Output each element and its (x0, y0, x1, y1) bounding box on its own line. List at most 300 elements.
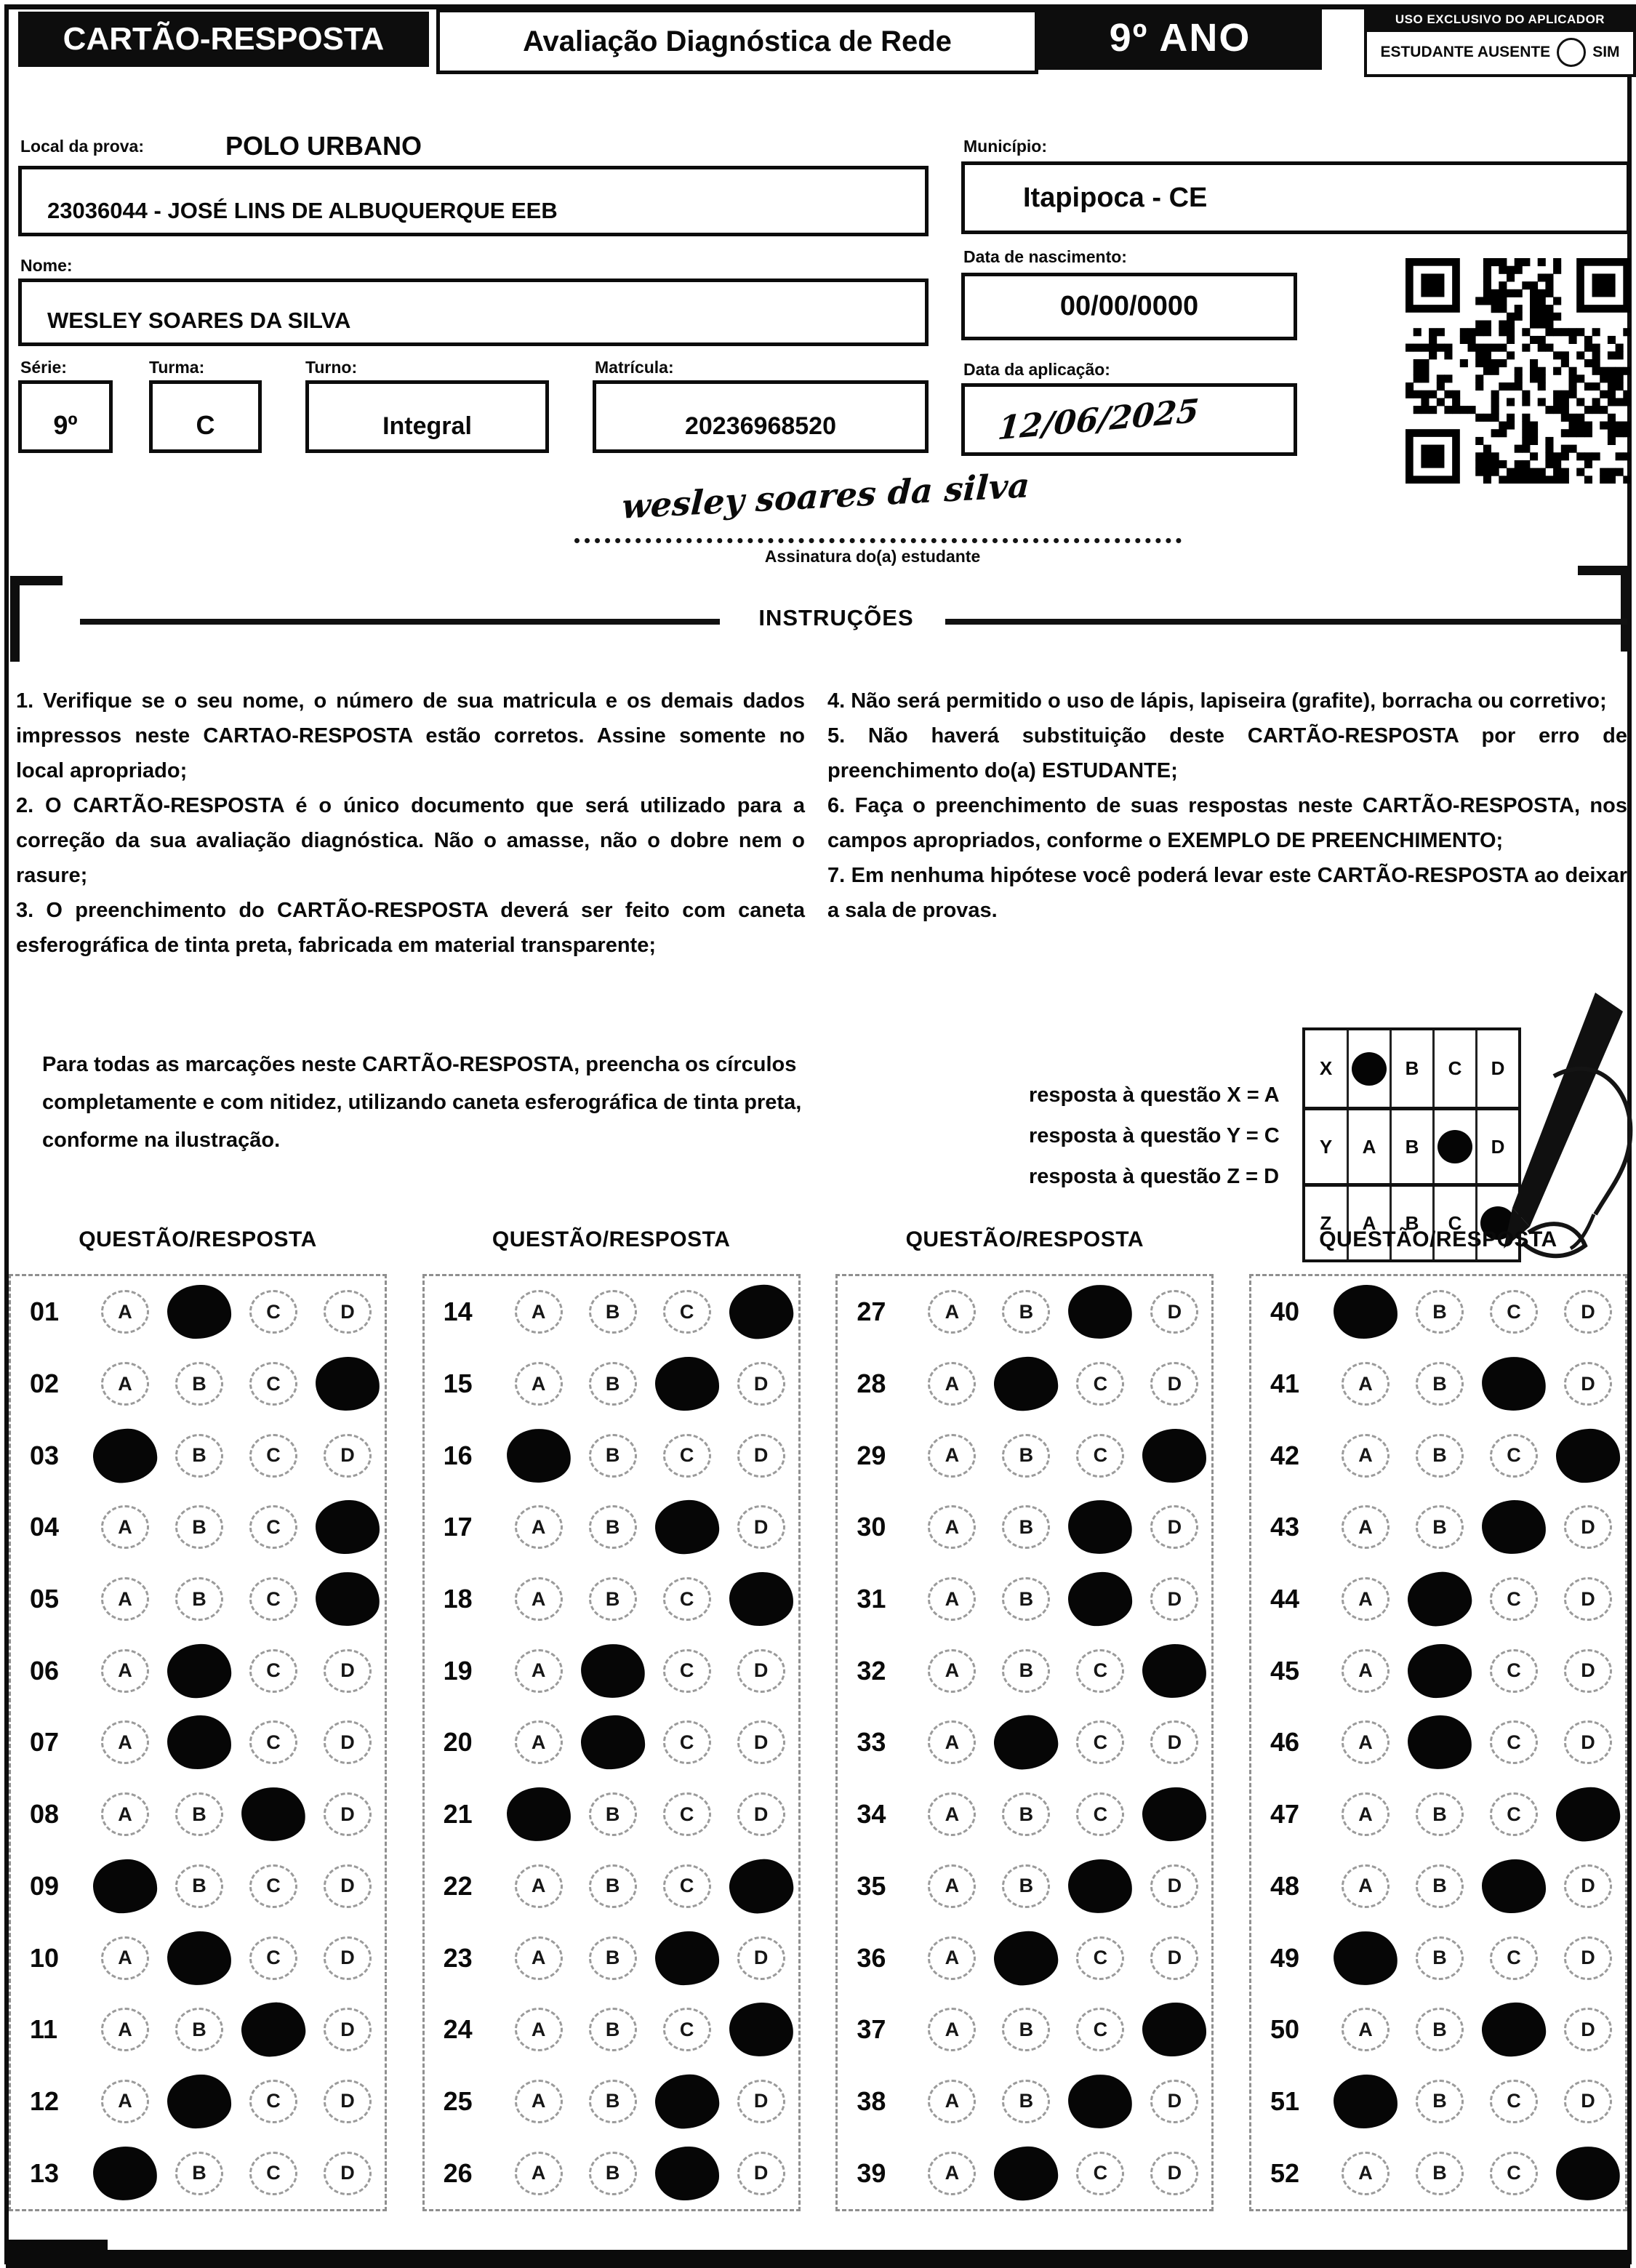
answer-row-q51 (1251, 2066, 1625, 2138)
bubble-q20-B[interactable] (580, 1715, 646, 1771)
bubble-q37-B[interactable]: B (1002, 2008, 1050, 2051)
matricula-field: 20236968520 (593, 380, 929, 453)
question-number: 14 (443, 1297, 473, 1327)
bubble-q18-A[interactable]: A (515, 1577, 563, 1621)
bubble-q14-C[interactable]: C (663, 1290, 711, 1334)
bubble-q16-B[interactable]: B (589, 1434, 637, 1478)
bubble-q25-A[interactable]: A (515, 2080, 563, 2123)
answers-section (9, 1223, 1627, 2212)
bubble-q10-C[interactable]: C (249, 1936, 297, 1980)
bubble-q38-D[interactable]: D (1150, 2080, 1198, 2123)
bubble-q47-D[interactable] (1554, 1785, 1621, 1843)
bubble-q31-C[interactable] (1067, 1571, 1134, 1627)
bubble-q27-B[interactable]: B (1002, 1290, 1050, 1334)
bubble-q26-A[interactable]: A (515, 2152, 563, 2195)
answer-row-q24 (425, 1994, 798, 2066)
bubble-q40-B[interactable]: B (1416, 1290, 1464, 1334)
bubble-q12-D[interactable]: D (324, 2080, 372, 2123)
bubble-q08-A[interactable]: A (101, 1792, 149, 1836)
bubble-q35-A[interactable]: A (928, 1864, 976, 1908)
bubble-q25-B[interactable]: B (589, 2080, 637, 2123)
bubble-q27-D[interactable]: D (1150, 1290, 1198, 1334)
bubble-q29-D[interactable] (1142, 1428, 1207, 1483)
bubble-q43-C[interactable] (1481, 1499, 1547, 1555)
bubble-q48-D[interactable]: D (1564, 1864, 1612, 1908)
bubble-q32-D[interactable] (1142, 1643, 1208, 1699)
bubble-q06-B[interactable] (166, 1643, 233, 1700)
bubble-q27-A[interactable]: A (928, 1290, 976, 1334)
bubble-q16-D[interactable]: D (737, 1434, 785, 1478)
signature-caption: Assinatura do(a) estudante (764, 547, 981, 566)
bubble-q12-C[interactable]: C (249, 2080, 297, 2123)
bubble-q02-A[interactable]: A (101, 1362, 149, 1406)
answer-row-q25 (425, 2066, 798, 2138)
bubble-q15-A[interactable]: A (515, 1362, 563, 1406)
answer-row-q18 (425, 1563, 798, 1635)
question-number: 15 (443, 1369, 473, 1399)
bubble-q35-B[interactable]: B (1002, 1864, 1050, 1908)
bubble-q33-A[interactable]: A (928, 1720, 976, 1764)
bubble-q13-A[interactable] (92, 2144, 159, 2202)
bubble-q38-C[interactable] (1067, 2072, 1134, 2131)
bubble-q48-A[interactable]: A (1342, 1864, 1390, 1908)
bubble-q27-C[interactable] (1067, 1283, 1134, 1341)
turno-field: Integral (305, 380, 549, 453)
question-number: 27 (857, 1297, 886, 1327)
bubble-q33-D[interactable]: D (1150, 1720, 1198, 1764)
bubble-q05-D[interactable] (314, 1570, 382, 1628)
answer-column-box (9, 1274, 387, 2211)
question-number: 21 (443, 1799, 473, 1830)
bubble-q28-B[interactable] (993, 1355, 1059, 1413)
corner-mark-right (1621, 566, 1630, 652)
question-number: 30 (857, 1512, 886, 1542)
bubble-q19-D[interactable]: D (737, 1649, 785, 1693)
bubble-q47-A[interactable]: A (1342, 1792, 1390, 1836)
bubble-q04-B[interactable]: B (175, 1505, 223, 1549)
bubble-q38-B[interactable]: B (1002, 2080, 1050, 2123)
bubble-q26-B[interactable]: B (589, 2152, 637, 2195)
bubble-q52-C[interactable]: C (1490, 2152, 1538, 2195)
bubble-q34-C[interactable]: C (1076, 1792, 1124, 1836)
bubble-q21-A[interactable] (505, 1787, 572, 1843)
question-number: 25 (443, 2085, 473, 2116)
bubble-q26-D[interactable]: D (737, 2152, 785, 2195)
bubble-q44-D[interactable]: D (1564, 1577, 1612, 1621)
bubble-q31-D[interactable]: D (1150, 1577, 1198, 1621)
example-caption-line: resposta à questão Z = D (1029, 1165, 1280, 1188)
example-cell-Z-C: C (1432, 1187, 1475, 1259)
bubble-q22-B[interactable]: B (589, 1864, 637, 1908)
answer-row-q05 (11, 1563, 385, 1635)
bubble-q46-B[interactable] (1406, 1714, 1473, 1771)
instruction-item: 6. Faça o preenchimento de suas respostas neste CARTÃO-RESPOSTA, nos campos apropriados, conforme o EXEMPLO DE PREENCHIMENTO; (827, 794, 1627, 852)
bubble-q06-D[interactable]: D (324, 1649, 372, 1693)
bubble-q18-B[interactable]: B (589, 1577, 637, 1621)
bubble-q32-A[interactable]: A (928, 1649, 976, 1693)
question-number: 09 (30, 1870, 60, 1901)
bubble-q14-A[interactable]: A (515, 1290, 563, 1334)
bubble-q31-B[interactable]: B (1002, 1577, 1050, 1621)
bubble-q21-B[interactable]: B (589, 1792, 637, 1836)
bubble-q42-A[interactable]: A (1342, 1434, 1390, 1478)
bottom-bar (6, 2250, 1630, 2268)
bubble-q45-C[interactable]: C (1490, 1649, 1538, 1693)
bubble-q51-C[interactable]: C (1490, 2080, 1538, 2123)
bubble-q51-D[interactable]: D (1564, 2080, 1612, 2123)
bubble-q41-B[interactable]: B (1416, 1362, 1464, 1406)
bubble-q36-B[interactable] (993, 1929, 1060, 1987)
absent-option-label: SIM (1592, 44, 1620, 60)
bubble-q46-A[interactable]: A (1342, 1720, 1390, 1764)
instructions-column-right (827, 684, 1627, 928)
bubble-q28-A[interactable]: A (928, 1362, 976, 1406)
question-number: 49 (1270, 1942, 1300, 1973)
answer-row-q49 (1251, 1922, 1625, 1994)
turma-label: Turma: (149, 358, 205, 377)
example-row-label: Z (1320, 1211, 1332, 1234)
application-date-field (961, 383, 1297, 456)
bubble-q50-D[interactable]: D (1564, 2008, 1612, 2051)
bubble-q41-A[interactable]: A (1342, 1362, 1390, 1406)
bubble-q22-C[interactable]: C (663, 1864, 711, 1908)
bubble-q50-B[interactable]: B (1416, 2008, 1464, 2051)
bubble-q08-C[interactable] (239, 1784, 308, 1843)
example-row-label: Y (1319, 1135, 1333, 1158)
bubble-q45-D[interactable]: D (1564, 1649, 1612, 1693)
bubble-q06-C[interactable]: C (249, 1649, 297, 1693)
bubble-q11-B[interactable]: B (175, 2008, 223, 2051)
bubble-q48-C[interactable] (1482, 1859, 1546, 1913)
bubble-q39-A[interactable]: A (928, 2152, 976, 2195)
bubble-q45-A[interactable]: A (1342, 1649, 1390, 1693)
bubble-q42-B[interactable]: B (1416, 1434, 1464, 1478)
bubble-q39-C[interactable]: C (1076, 2152, 1124, 2195)
bubble-q08-B[interactable]: B (175, 1792, 223, 1836)
bubble-q23-B[interactable]: B (589, 1936, 637, 1980)
bubble-q17-C[interactable] (654, 1499, 721, 1556)
bubble-q52-A[interactable]: A (1342, 2152, 1390, 2195)
bubble-q09-A[interactable] (92, 1858, 159, 1914)
question-number: 17 (443, 1512, 473, 1542)
bubble-q04-D[interactable] (316, 1500, 380, 1554)
bubble-q07-D[interactable]: D (324, 1720, 372, 1764)
bubble-q50-C[interactable] (1480, 2001, 1547, 2059)
example-cell-Y-C (1432, 1110, 1475, 1183)
bubble-q34-A[interactable]: A (928, 1792, 976, 1836)
bubble-q29-C[interactable]: C (1076, 1434, 1124, 1478)
bubble-q36-D[interactable]: D (1150, 1936, 1198, 1980)
bubble-q50-A[interactable]: A (1342, 2008, 1390, 2051)
answer-row-q44 (1251, 1563, 1625, 1635)
bubble-q16-C[interactable]: C (663, 1434, 711, 1478)
answer-row-q26 (425, 2137, 798, 2209)
bubble-q51-B[interactable]: B (1416, 2080, 1464, 2123)
bubble-q07-A[interactable]: A (101, 1720, 149, 1764)
question-number: 33 (857, 1727, 886, 1758)
bubble-q40-C[interactable]: C (1490, 1290, 1538, 1334)
bubble-q37-C[interactable]: C (1076, 2008, 1124, 2051)
bubble-q02-B[interactable]: B (175, 1362, 223, 1406)
bubble-q32-B[interactable]: B (1002, 1649, 1050, 1693)
instruction-item: 1. Verifique se o seu nome, o número de sua matricula e os demais dados impressos neste CARTAO-RESPOSTA estão corretos. Assine somente no local apropriado; (16, 689, 805, 782)
question-number: 11 (30, 2014, 58, 2045)
serie-field: 9º (18, 380, 113, 453)
instruction-item: 7. Em nenhuma hipótese você poderá levar este CARTÃO-RESPOSTA ao deixar a sala de provas. (827, 864, 1627, 922)
example-cell-X-A (1347, 1030, 1390, 1107)
bubble-q37-A[interactable]: A (928, 2008, 976, 2051)
grade-badge: 9º ANO (1038, 6, 1322, 70)
bubble-q28-C[interactable]: C (1076, 1362, 1124, 1406)
bubble-q09-B[interactable]: B (175, 1864, 223, 1908)
bubble-q13-D[interactable]: D (324, 2152, 372, 2195)
bubble-q47-C[interactable]: C (1490, 1792, 1538, 1836)
bubble-q51-A[interactable] (1333, 2074, 1398, 2129)
bubble-q03-C[interactable]: C (249, 1434, 297, 1478)
bubble-q10-D[interactable]: D (324, 1936, 372, 1980)
bubble-q33-C[interactable]: C (1076, 1720, 1124, 1764)
bubble-q30-A[interactable]: A (928, 1505, 976, 1549)
bubble-q42-D[interactable] (1555, 1427, 1621, 1483)
corner-mark-left (10, 576, 20, 662)
bubble-q13-B[interactable]: B (175, 2152, 223, 2195)
bubble-q11-A[interactable]: A (101, 2008, 149, 2051)
bubble-q34-B[interactable]: B (1002, 1792, 1050, 1836)
bubble-q49-A[interactable] (1331, 1929, 1399, 1987)
bubble-q23-D[interactable]: D (737, 1936, 785, 1980)
bubble-q15-B[interactable]: B (589, 1362, 637, 1406)
bubble-q43-B[interactable]: B (1416, 1505, 1464, 1549)
answer-row-q04 (11, 1491, 385, 1563)
birthdate-label: Data de nascimento: (963, 247, 1127, 266)
bubble-q17-D[interactable]: D (737, 1505, 785, 1549)
bubble-q12-A[interactable]: A (101, 2080, 149, 2123)
question-number: 07 (30, 1727, 60, 1758)
bubble-q09-D[interactable]: D (324, 1864, 372, 1908)
question-number: 47 (1270, 1799, 1300, 1830)
bubble-q20-A[interactable]: A (515, 1720, 563, 1764)
bubble-q28-D[interactable]: D (1150, 1362, 1198, 1406)
bubble-q10-A[interactable]: A (101, 1936, 149, 1980)
bubble-q42-C[interactable]: C (1490, 1434, 1538, 1478)
bubble-q22-D[interactable] (727, 1856, 795, 1915)
bubble-q02-C[interactable]: C (249, 1362, 297, 1406)
applicator-box-title: USO EXCLUSIVO DO APLICADOR (1367, 7, 1633, 32)
question-number: 22 (443, 1870, 473, 1901)
bubble-q13-C[interactable]: C (249, 2152, 297, 2195)
answer-column-header: QUESTÃO/RESPOSTA (492, 1227, 731, 1251)
matricula-label: Matrícula: (595, 358, 674, 377)
question-number: 05 (30, 1584, 60, 1614)
instruction-item: 4. Não será permitido o uso de lápis, lapiseira (grafite), borracha ou corretivo; (827, 689, 1607, 713)
bubble-q01-A[interactable]: A (101, 1290, 149, 1334)
answer-row-q13 (11, 2137, 385, 2209)
question-number: 20 (443, 1727, 473, 1758)
bubble-q21-D[interactable]: D (737, 1792, 785, 1836)
bubble-q15-C[interactable] (655, 1357, 719, 1411)
bubble-q52-B[interactable]: B (1416, 2152, 1464, 2195)
student-name-field: WESLEY SOARES DA SILVA (18, 279, 929, 346)
bubble-q36-C[interactable]: C (1076, 1936, 1124, 1980)
bubble-q24-B[interactable]: B (589, 2008, 637, 2051)
bubble-q04-C[interactable]: C (249, 1505, 297, 1549)
bubble-q08-D[interactable]: D (324, 1792, 372, 1836)
question-number: 38 (857, 2085, 886, 2116)
answer-row-q09 (11, 1851, 385, 1923)
answer-row-q16 (425, 1419, 798, 1491)
bubble-q35-D[interactable]: D (1150, 1864, 1198, 1908)
example-caption-line: resposta à questão Y = C (1029, 1124, 1280, 1147)
bubble-q35-C[interactable] (1067, 1858, 1134, 1915)
bubble-q49-D[interactable]: D (1564, 1936, 1612, 1980)
bubble-q39-B[interactable] (993, 2144, 1059, 2202)
bubble-q16-A[interactable] (505, 1427, 572, 1485)
bubble-q05-A[interactable]: A (101, 1577, 149, 1621)
exam-site-value: POLO URBANO (225, 131, 422, 161)
question-number: 06 (30, 1655, 60, 1686)
bubble-q14-D[interactable] (727, 1283, 795, 1341)
bubble-q37-D[interactable] (1142, 2003, 1206, 2056)
bubble-q20-C[interactable]: C (663, 1720, 711, 1764)
bubble-q02-D[interactable] (314, 1355, 381, 1413)
answer-column (9, 1223, 387, 2212)
bubble-q30-B[interactable]: B (1002, 1505, 1050, 1549)
bubble-q01-D[interactable]: D (324, 1290, 372, 1334)
serie-label: Série: (20, 358, 67, 377)
bubble-q05-B[interactable]: B (175, 1577, 223, 1621)
bubble-q36-A[interactable]: A (928, 1936, 976, 1980)
bubble-q48-B[interactable]: B (1416, 1864, 1464, 1908)
bubble-q26-C[interactable] (655, 2147, 719, 2200)
answer-row-q15 (425, 1348, 798, 1420)
question-number: 12 (30, 2085, 60, 2116)
bubble-q23-A[interactable]: A (515, 1936, 563, 1980)
question-number: 24 (443, 2014, 473, 2045)
bubble-q17-B[interactable]: B (589, 1505, 637, 1549)
question-number: 19 (443, 1655, 473, 1686)
bubble-q43-D[interactable]: D (1564, 1505, 1612, 1549)
bubble-q21-C[interactable]: C (663, 1792, 711, 1836)
bubble-q31-A[interactable]: A (928, 1577, 976, 1621)
bubble-q49-C[interactable]: C (1490, 1936, 1538, 1980)
bubble-q46-C[interactable]: C (1490, 1720, 1538, 1764)
absent-label: ESTUDANTE AUSENTE (1380, 44, 1551, 60)
bubble-q11-D[interactable]: D (324, 2008, 372, 2051)
question-number: 48 (1270, 1870, 1300, 1901)
bubble-q30-C[interactable] (1066, 1498, 1134, 1557)
bubble-q24-C[interactable]: C (663, 2008, 711, 2051)
bubble-q07-B[interactable] (167, 1715, 231, 1771)
corner-mark-left-arm (10, 576, 63, 585)
bubble-q25-C[interactable] (653, 2072, 721, 2131)
bubble-q49-B[interactable]: B (1416, 1936, 1464, 1980)
bubble-q20-D[interactable]: D (737, 1720, 785, 1764)
bubble-q12-B[interactable] (167, 2074, 231, 2129)
bubble-q40-A[interactable] (1333, 1285, 1398, 1340)
absent-mark-bubble[interactable] (1557, 38, 1586, 67)
answer-row-q07 (11, 1707, 385, 1779)
bubble-q43-A[interactable]: A (1342, 1505, 1390, 1549)
bubble-q07-C[interactable]: C (249, 1720, 297, 1764)
answer-column (835, 1223, 1214, 2212)
bubble-q30-D[interactable]: D (1150, 1505, 1198, 1549)
bubble-q29-A[interactable]: A (928, 1434, 976, 1478)
bubble-q03-B[interactable]: B (175, 1434, 223, 1478)
bubble-q18-D[interactable] (729, 1571, 793, 1627)
question-number: 52 (1270, 2157, 1300, 2188)
answer-row-q11 (11, 1994, 385, 2066)
bubble-q11-C[interactable] (239, 2000, 308, 2059)
bubble-q19-A[interactable]: A (515, 1649, 563, 1693)
answer-row-q31 (838, 1563, 1211, 1635)
bubble-q44-A[interactable]: A (1342, 1577, 1390, 1621)
bubble-q45-B[interactable] (1407, 1643, 1472, 1699)
bubble-q03-D[interactable]: D (324, 1434, 372, 1478)
question-number: 51 (1270, 2085, 1300, 2116)
answer-row-q42 (1251, 1419, 1625, 1491)
bubble-q01-C[interactable]: C (249, 1290, 297, 1334)
bubble-q10-B[interactable] (167, 1930, 233, 1986)
bubble-q25-D[interactable]: D (737, 2080, 785, 2123)
question-number: 42 (1270, 1440, 1300, 1470)
bubble-q19-B[interactable] (579, 1641, 647, 1700)
bubble-q44-C[interactable]: C (1490, 1577, 1538, 1621)
instruction-item: 2. O CARTÃO-RESPOSTA é o único documento que será utilizado para a correção da sua avaliação diagnóstica. Não o amasse, não o dobre nem o rasure; (16, 794, 805, 887)
bubble-q46-D[interactable]: D (1564, 1720, 1612, 1764)
question-number: 40 (1270, 1297, 1300, 1327)
bubble-q17-A[interactable]: A (515, 1505, 563, 1549)
applicator-box (1364, 4, 1636, 77)
question-number: 39 (857, 2157, 886, 2188)
instructions-rule-right (945, 619, 1627, 625)
question-number: 41 (1270, 1369, 1300, 1399)
bubble-q05-C[interactable]: C (249, 1577, 297, 1621)
bubble-q06-A[interactable]: A (101, 1649, 149, 1693)
bubble-q04-A[interactable]: A (101, 1505, 149, 1549)
answer-column-box (835, 1274, 1214, 2211)
bubble-q52-D[interactable] (1554, 2144, 1622, 2203)
bubble-q19-C[interactable]: C (663, 1649, 711, 1693)
bubble-q40-D[interactable]: D (1564, 1290, 1612, 1334)
bubble-q03-A[interactable] (92, 1427, 159, 1485)
bubble-q24-A[interactable]: A (515, 2008, 563, 2051)
bubble-q33-B[interactable] (992, 1713, 1060, 1772)
bubble-q09-C[interactable]: C (249, 1864, 297, 1908)
bubble-q34-D[interactable] (1142, 1787, 1207, 1842)
question-number: 44 (1270, 1584, 1300, 1614)
bubble-q15-D[interactable]: D (737, 1362, 785, 1406)
municipio-field: Itapipoca - CE (961, 161, 1630, 234)
bubble-q24-D[interactable] (728, 2001, 795, 2059)
bubble-q44-B[interactable] (1406, 1569, 1474, 1628)
bubble-q23-C[interactable] (654, 1931, 719, 1986)
bubble-q41-C[interactable] (1480, 1354, 1548, 1413)
bubble-q18-C[interactable]: C (663, 1577, 711, 1621)
example-row-label: X (1319, 1057, 1333, 1079)
bubble-q47-B[interactable]: B (1416, 1792, 1464, 1836)
bubble-q32-C[interactable]: C (1076, 1649, 1124, 1693)
bubble-q41-D[interactable]: D (1564, 1362, 1612, 1406)
bubble-q22-A[interactable]: A (515, 1864, 563, 1908)
bubble-q01-B[interactable] (167, 1285, 231, 1340)
answer-row-q32 (838, 1635, 1211, 1707)
answer-column-header: QUESTÃO/RESPOSTA (1319, 1227, 1557, 1251)
bubble-q14-B[interactable]: B (589, 1290, 637, 1334)
example-caption-line: resposta à questão X = A (1029, 1083, 1280, 1107)
bubble-q38-A[interactable]: A (928, 2080, 976, 2123)
bubble-q39-D[interactable]: D (1150, 2152, 1198, 2195)
bubble-q29-B[interactable]: B (1002, 1434, 1050, 1478)
